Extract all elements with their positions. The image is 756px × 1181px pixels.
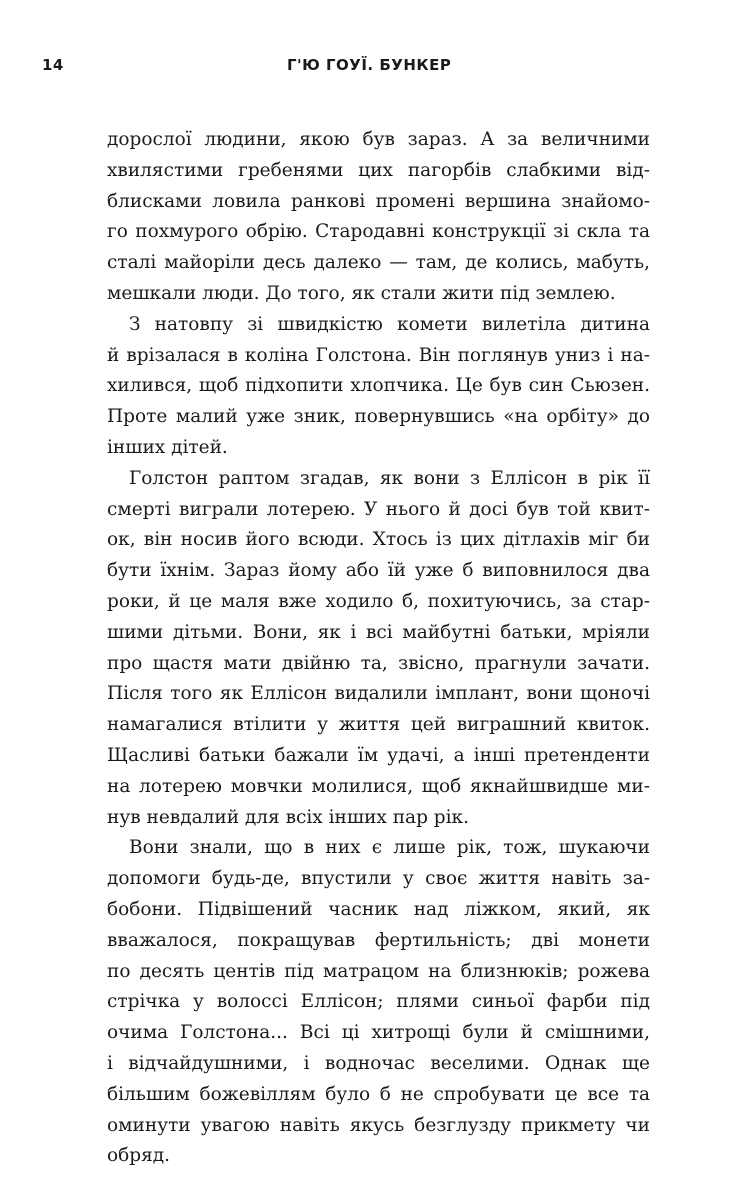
paragraph [107, 310, 650, 464]
text-line: Голстон раптом згадав, як вони з Еллісон в рік її [129, 467, 650, 489]
text-line: смерті виграли лотерею. У нього й досі був той квит- [107, 498, 650, 520]
text-line: обряд. [107, 1145, 171, 1167]
text-line: очима Голстона... Всі ці хитрощі були й смішними, [107, 1022, 650, 1044]
text-line: більшим божевіллям було б не спробувати це все та [107, 1083, 650, 1105]
paragraph [107, 125, 650, 310]
text-line: блисками ловила ранкові промені вершина знайомо- [107, 190, 650, 212]
text-line: допомоги будь-де, впустили у своє життя навіть за- [107, 868, 650, 890]
text-line: про щастя мати двійню та, звісно, прагнули зачати. [107, 652, 650, 674]
text-line: вважалося, покращував фертильність; дві монети [107, 929, 650, 951]
text-line: оминути увагою навіть якусь безглузду прикмету чи [107, 1114, 650, 1136]
text-line: З натовпу зі швидкістю комети вилетіла дитина [129, 313, 650, 335]
text-line: бути їхнім. Зараз йому або їй уже б виповнилося два [107, 560, 650, 582]
text-line: на лотерею мовчки молилися, щоб якнайшвидше ми- [107, 775, 650, 797]
text-line: стрічка у волоссі Еллісон; плями синьої фарби під [107, 991, 650, 1013]
body-text [107, 125, 650, 1172]
running-head [0, 56, 756, 78]
text-line: шими дітьми. Вони, як і всі майбутні батьки, мріяли [107, 621, 650, 643]
text-line: Вони знали, що в них є лише рік, тож, шукаючи [129, 837, 650, 859]
text-line: хилився, щоб підхопити хлопчика. Це був син Сьюзен. [107, 375, 650, 397]
text-line: роки, й це маля вже ходило б, похитуючись, за стар- [107, 590, 650, 612]
text-line: по десять центів під матрацом на близнюків; рожева [107, 960, 650, 982]
text-line: го похмурого обрію. Стародавні конструкції зі скла та [107, 221, 650, 243]
text-line: бобони. Підвішений часник над ліжком, який, як [107, 898, 650, 920]
page-number: 14 [42, 56, 64, 74]
text-line: Після того як Еллісон видалили імплант, вони щоночі [107, 683, 650, 705]
text-line: хвилястими гребенями цих пагорбів слабкими від- [107, 159, 650, 181]
paragraph [107, 833, 650, 1172]
text-line: сталі майоріли десь далеко — там, де колись, мабуть, [107, 252, 650, 274]
text-line: і відчайдушними, і водночас веселими. Однак ще [107, 1052, 650, 1074]
text-line: дорослої людини, якою був зараз. А за величними [107, 129, 650, 150]
text-line: ок, він носив його всюди. Хтось із цих дітлахів міг би [107, 529, 650, 551]
text-line: мешкали люди. До того, як стали жити під землею. [107, 282, 616, 304]
book-title: Г'Ю ГОУЇ. БУНКЕР [287, 56, 452, 74]
text-line: інших дітей. [107, 436, 228, 458]
text-line: й врізалася в коліна Голстона. Він поглянув униз і на- [107, 344, 650, 366]
text-line: намагалися втілити у життя цей виграшний квиток. [107, 714, 650, 736]
text-line: Щасливі батьки бажали їм удачі, а інші претенденти [107, 744, 650, 766]
text-line: нув невдалий для всіх інших пар рік. [107, 806, 469, 828]
paragraph [107, 464, 650, 834]
text-line: Проте малий уже зник, повернувшись «на орбіту» до [107, 406, 650, 428]
